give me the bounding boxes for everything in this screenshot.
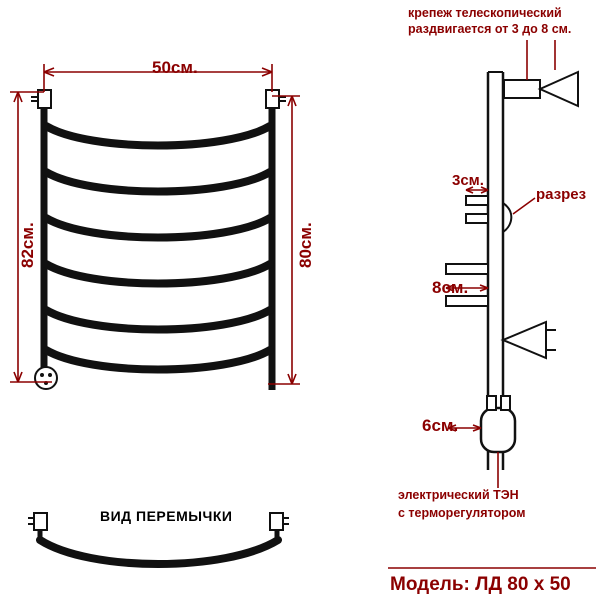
mount-note-line1: крепеж телескопический <box>408 6 562 20</box>
heater-offset-label: 6см. <box>422 416 459 435</box>
front-view-group <box>31 90 286 390</box>
depth-small-label: 3см. <box>452 172 484 189</box>
model-caption: Модель: ЛД 80 x 50 <box>390 574 571 595</box>
front-height-left-label: 82см. <box>18 222 37 268</box>
bridge-view-caption: ВИД ПЕРЕМЫЧКИ <box>100 508 233 524</box>
front-height-right-label: 80см. <box>296 222 315 268</box>
mount-note-line2: раздвигается от 3 до 8 см. <box>408 22 572 36</box>
heater-note-line1: электрический ТЭН <box>398 488 519 502</box>
section-label: разрез <box>536 186 587 203</box>
heater-note-line2: с терморегулятором <box>398 506 526 520</box>
side-view-group <box>446 40 578 488</box>
front-width-label: 50см. <box>152 58 198 77</box>
depth-large-label: 8см. <box>432 278 469 297</box>
